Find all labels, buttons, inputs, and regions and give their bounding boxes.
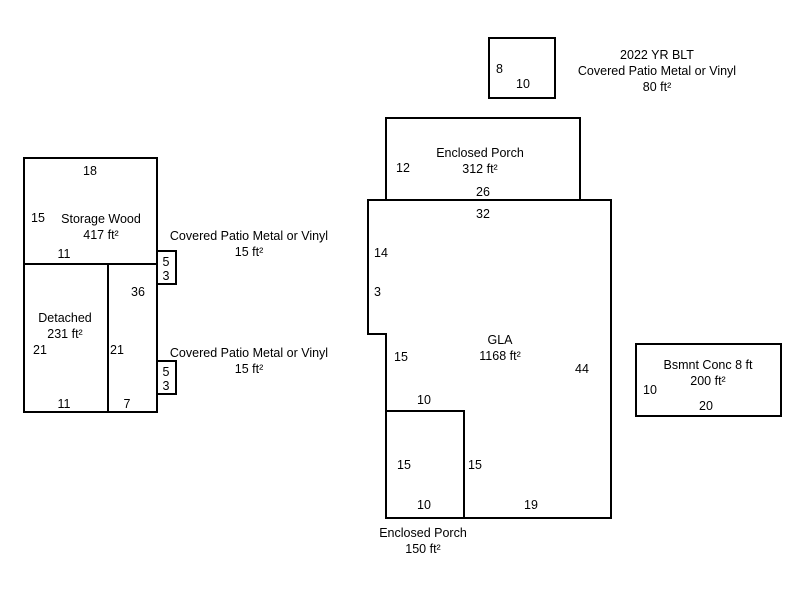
- dim-porch-top-12: 12: [396, 161, 410, 175]
- title-description: Covered Patio Metal or Vinyl: [577, 64, 737, 78]
- dim-gla-19: 19: [524, 498, 538, 512]
- area-value-covered-patio-lower: 15 ft²: [234, 362, 264, 376]
- area-value-enclosed-porch-top: 312 ft²: [462, 162, 498, 176]
- dim-top-patio-8: 8: [496, 62, 503, 76]
- title-area: 80 ft²: [642, 80, 672, 94]
- dim-storage-15: 15: [31, 211, 45, 225]
- dim-detached-11: 11: [57, 397, 71, 411]
- dim-bsmnt-10: 10: [643, 383, 657, 397]
- dim-porch-bottom-15-left: 15: [397, 458, 411, 472]
- area-name-bsmnt-conc: Bsmnt Conc 8 ft: [663, 358, 753, 372]
- dim-detached-21-right: 21: [110, 343, 124, 357]
- area-name-covered-patio-upper: Covered Patio Metal or Vinyl: [169, 229, 329, 243]
- dim-porch-bottom-10: 10: [417, 498, 431, 512]
- dim-detached-36: 36: [131, 285, 145, 299]
- dim-gla-3: 3: [374, 285, 381, 299]
- area-name-detached: Detached: [38, 311, 92, 325]
- area-value-gla: 1168 ft²: [479, 349, 521, 363]
- dim-patio-lower-5: 5: [162, 365, 170, 379]
- dim-porch-top-26: 26: [476, 185, 490, 199]
- area-value-storage-wood: 417 ft²: [83, 228, 119, 242]
- dim-patio-lower-3: 3: [162, 379, 170, 393]
- dim-gla-10: 10: [417, 393, 431, 407]
- dim-porch-bottom-15-right: 15: [468, 458, 482, 472]
- dim-gla-14: 14: [374, 246, 388, 260]
- dim-gla-15: 15: [394, 350, 408, 364]
- dim-detached-7: 7: [123, 397, 131, 411]
- area-name-enclosed-porch-bottom: Enclosed Porch: [379, 526, 467, 540]
- area-value-enclosed-porch-bottom: 150 ft²: [405, 542, 441, 556]
- area-value-covered-patio-upper: 15 ft²: [234, 245, 264, 259]
- dim-top-patio-10: 10: [516, 77, 530, 91]
- dim-gla-44: 44: [575, 362, 589, 376]
- area-name-covered-patio-lower: Covered Patio Metal or Vinyl: [169, 346, 329, 360]
- dim-bsmnt-20: 20: [699, 399, 713, 413]
- title-year-built: 2022 YR BLT: [620, 48, 694, 62]
- area-value-detached: 231 ft²: [47, 327, 83, 341]
- area-name-gla: GLA: [487, 333, 513, 347]
- dim-storage-11: 11: [57, 247, 71, 261]
- dim-patio-upper-5: 5: [162, 255, 170, 269]
- dim-storage-18: 18: [83, 164, 97, 178]
- area-name-storage-wood: Storage Wood: [61, 212, 141, 226]
- dim-detached-21-left: 21: [33, 343, 47, 357]
- area-value-bsmnt-conc: 200 ft²: [690, 374, 726, 388]
- dim-gla-32: 32: [476, 207, 490, 221]
- area-name-enclosed-porch-top: Enclosed Porch: [436, 146, 524, 160]
- dim-patio-upper-3: 3: [162, 269, 170, 283]
